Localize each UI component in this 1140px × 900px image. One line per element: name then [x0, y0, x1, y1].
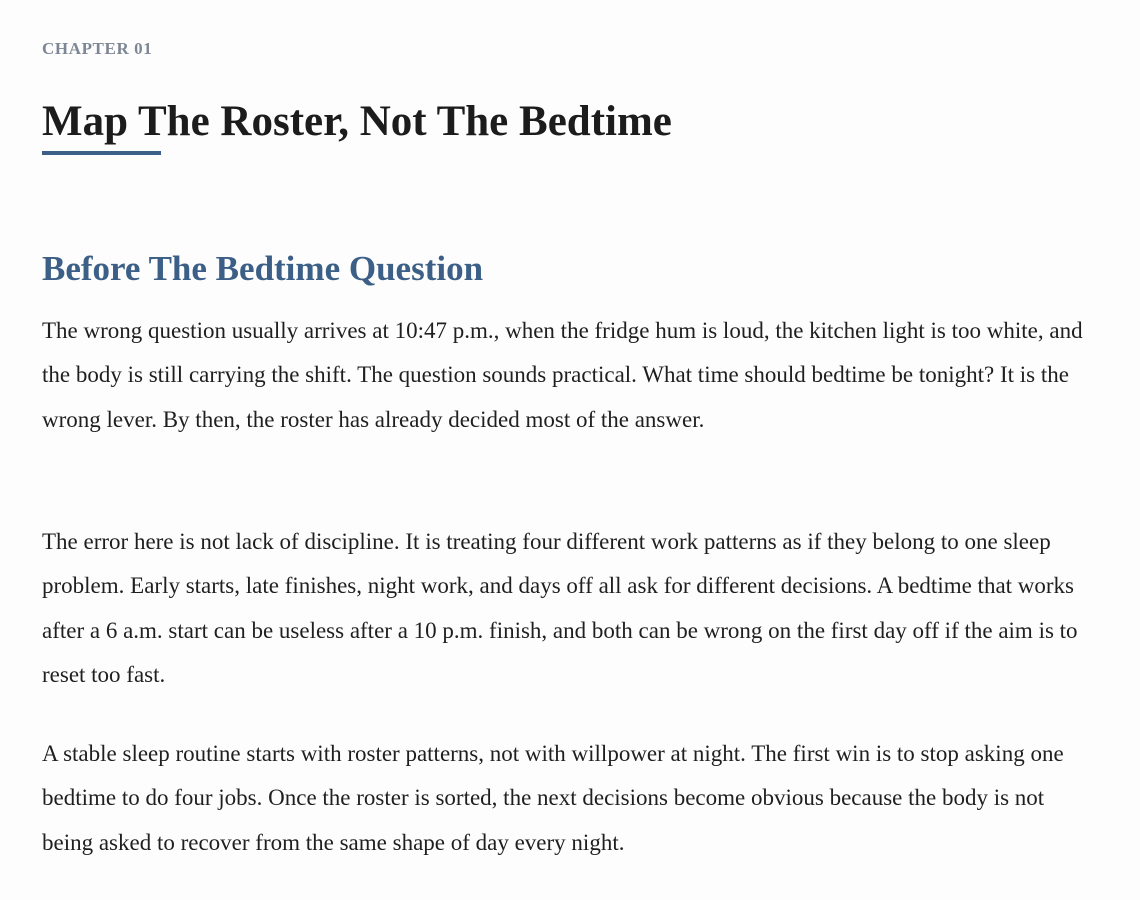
body-paragraph-3: A stable sleep routine starts with roster patterns, not with willpower at night. The first win is to stop asking one bedtime to do four jobs. Once the roster is sorted, the next decisions become obvious because the body is not being asked to recover from the same shape of day every night. — [42, 741, 1064, 855]
chapter-label: CHAPTER 01 — [42, 39, 153, 58]
title-underline — [42, 151, 161, 155]
section-heading: Before The Bedtime Question — [42, 249, 484, 288]
chapter-title: Map The Roster, Not The Bedtime — [42, 98, 672, 145]
body-paragraph-2: The error here is not lack of discipline. It is treating four different work patterns as if they belong to one sleep problem. Early starts, late finishes, night work, and days off all ask for different decisions. A bedtime that works after a 6 a.m. start can be useless after a 10 p.m. finish, and both can be wrong on the first day off if the aim is to reset too fast. — [42, 529, 1078, 687]
body-paragraph-1: The wrong question usually arrives at 10:47 p.m., when the fridge hum is loud, the kitchen light is too white, and the body is still carrying the shift. The question sounds practical. What time should bedtime be tonight? It is the wrong lever. By then, the roster has already decided most of the answer. — [42, 318, 1083, 432]
